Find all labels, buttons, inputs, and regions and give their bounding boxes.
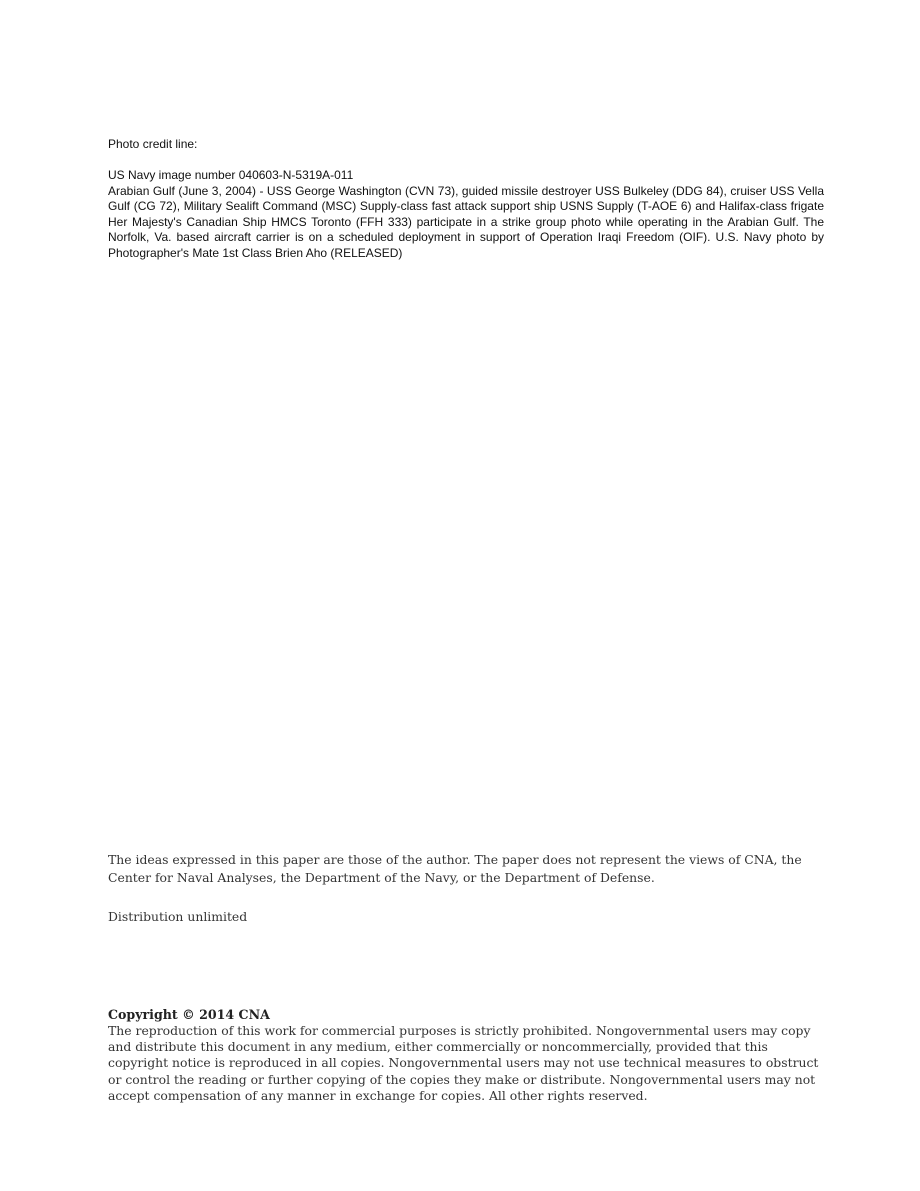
photo-caption: Arabian Gulf (June 3, 2004) - USS George Washington (CVN 73), guided missile destroyer USS Bulkeley (DDG 84), cruiser USS Vella Gulf (CG 72), Military Sealift Command (MSC) Supply-class fast attack support ship USNS Supply (T-AOE 6) and Halifax-class frigate Her Majesty's Canadian Ship HMCS Toronto (FFH 333) participate in a strike group photo while operating in the Arabian Gulf. The Norfolk, Va. based aircraft carrier is on a scheduled deployment in support of Operation Iraqi Freedom (OIF). U.S. Navy photo by Photographer's Mate 1st Class Brien Aho (RELEASED)	[108, 183, 824, 260]
disclaimer-text: The ideas expressed in this paper are those of the author. The paper does not represent the views of CNA, the Center for Naval Analyses, the Department of the Navy, or the Department of Defense.	[108, 852, 802, 885]
copyright-text: The reproduction of this work for commercial purposes is strictly prohibited. Nongovernmental users may copy and distribute this document in any medium, either commercially or noncommercially, provided that this copyright notice is reproduced in all copies. Nongovernmental users may not use technical measures to obstruct or control the reading or further copying of the copies they make or distribute. Nongovernmental users may not accept compensation of any manner in exchange for copies. All other rights reserved.	[108, 1023, 819, 1103]
disclaimer-section	[108, 851, 808, 887]
distribution-statement: Distribution unlimited	[108, 909, 248, 924]
photo-credit-heading: Photo credit line:	[108, 137, 198, 151]
photo-credit-section	[108, 137, 824, 261]
copyright-title: Copyright © 2014 CNA	[108, 1007, 270, 1022]
copyright-section	[108, 1006, 820, 1104]
photo-image-number: US Navy image number 040603-N-5319A-011	[108, 168, 354, 182]
